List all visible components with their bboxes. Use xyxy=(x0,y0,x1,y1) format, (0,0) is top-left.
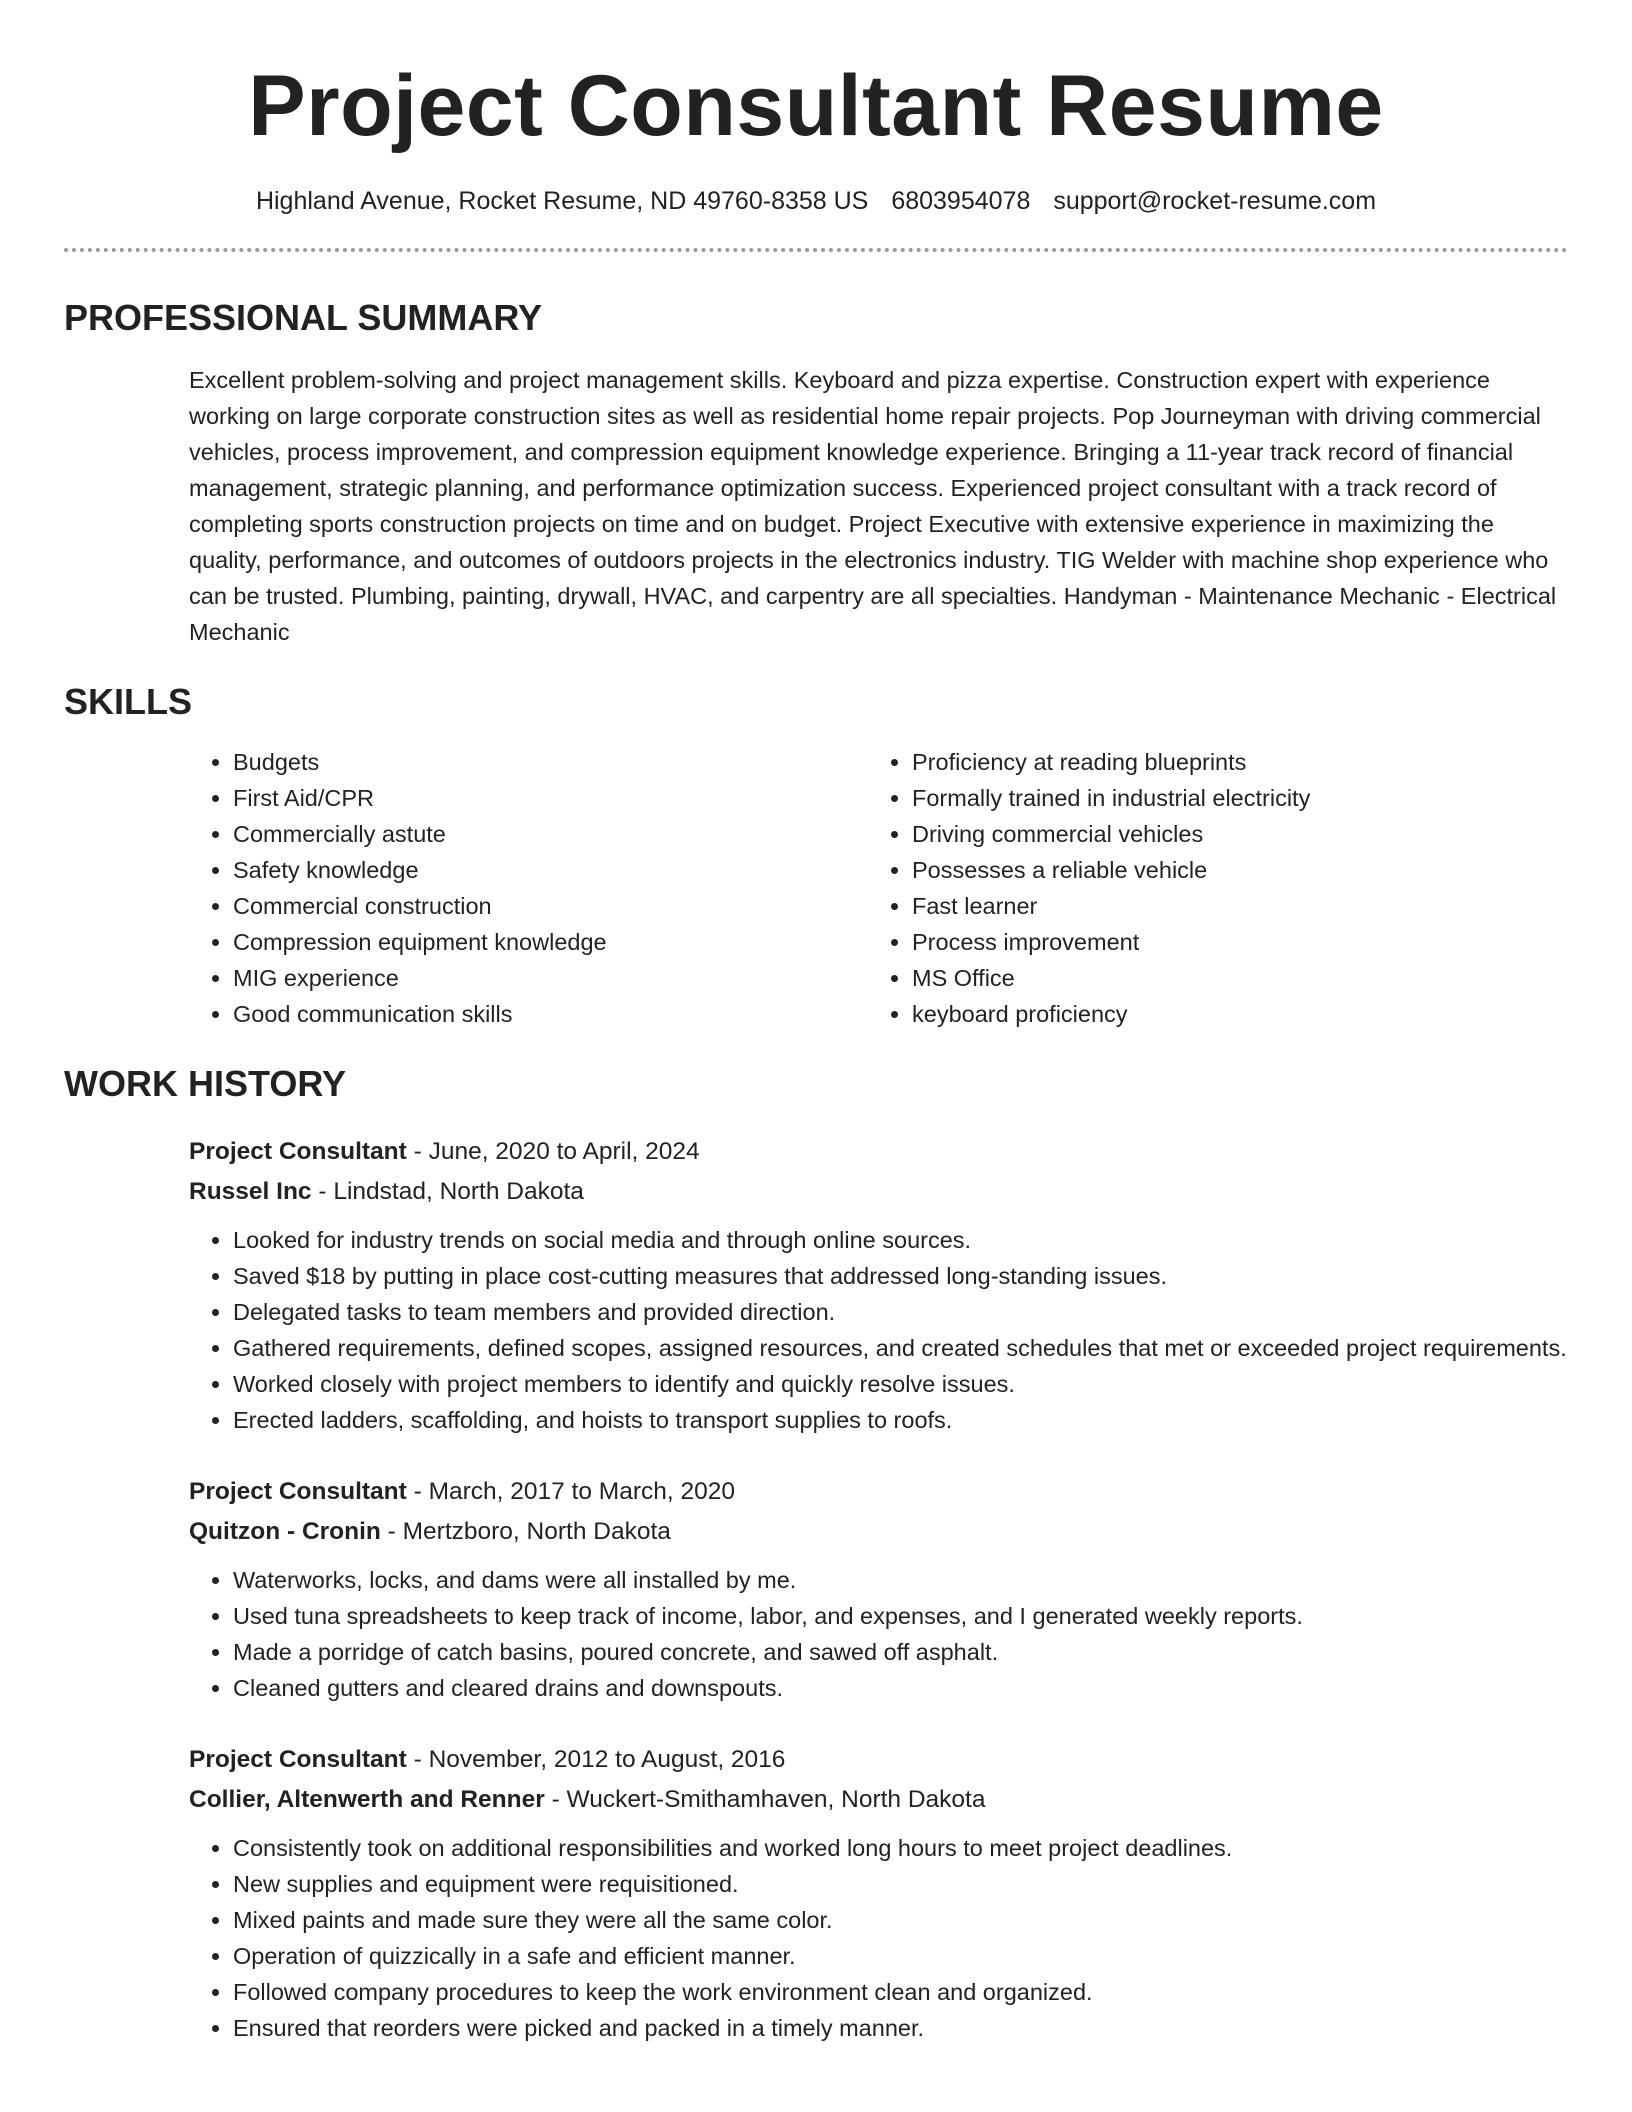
section-title-summary: PROFESSIONAL SUMMARY xyxy=(64,297,543,338)
skill-item: • Possesses a reliable vehicle xyxy=(912,852,1568,888)
contact-phone: 6803954078 xyxy=(891,187,1031,215)
resume-title: Project Consultant Resume xyxy=(248,58,1384,154)
job-entry xyxy=(189,1132,1568,1438)
job-bullet: • Consistently took on additional responsibilities and worked long hours to meet project deadlines. xyxy=(233,1830,1573,1866)
skills-list-right xyxy=(868,744,1568,1032)
job-bullet: • Made a porridge of catch basins, poured concrete, and sawed off asphalt. xyxy=(233,1634,1573,1670)
summary-text: Excellent problem-solving and project management skills. Keyboard and pizza expertise. Construction expert with experience working on large corporate construction sites as well as residential home repair projects. Pop Journeyman with driving commercial vehicles, process improvement, and compression equipment knowledge experience. Bringing a 11-year track record of financial management, strategic planning, and performance optimization success. Experienced project consultant with a track record of completing sports construction projects on time and on budget. Project Executive with extensive experience in maximizing the quality, performance, and outcomes of outdoors projects in the electronics industry. TIG Welder with machine shop experience who can be trusted. Plumbing, painting, drywall, HVAC, and carpentry are all specialties. Handyman - Maintenance Mechanic - Electrical Mechanic xyxy=(189,367,1557,645)
skills-list-left xyxy=(189,744,868,1032)
section-title-skills: SKILLS xyxy=(64,681,193,722)
job-company-line xyxy=(189,1780,1568,1820)
skill-item: • Fast learner xyxy=(912,888,1568,924)
job-company: Quitzon - Cronin xyxy=(189,1518,381,1545)
skill-item: • Compression equipment knowledge xyxy=(233,924,868,960)
skills-section xyxy=(64,680,1568,1032)
job-role: Project Consultant xyxy=(189,1138,407,1165)
job-bullet: • Gathered requirements, defined scopes, assigned resources, and created schedules that met or exceeded project requirements. xyxy=(233,1330,1573,1366)
job-bullet: • Used tuna spreadsheets to keep track of income, labor, and expenses, and I generated weekly reports. xyxy=(233,1598,1573,1634)
job-bullet: • Saved $18 by putting in place cost-cutting measures that addressed long-standing issues. xyxy=(233,1258,1573,1294)
skill-item: • keyboard proficiency xyxy=(912,996,1568,1032)
skill-item: • Commercially astute xyxy=(233,816,868,852)
skill-item: • First Aid/CPR xyxy=(233,780,868,816)
job-role: Project Consultant xyxy=(189,1478,407,1505)
job-bullet: • Mixed paints and made sure they were all the same color. xyxy=(233,1902,1573,1938)
job-role: Project Consultant xyxy=(189,1746,407,1773)
job-company: Russel Inc xyxy=(189,1178,312,1205)
skill-item: • Safety knowledge xyxy=(233,852,868,888)
skill-item: • MS Office xyxy=(912,960,1568,996)
resume-header xyxy=(64,0,1568,218)
job-bullet: • Waterworks, locks, and dams were all installed by me. xyxy=(233,1562,1573,1598)
job-bullet: • Cleaned gutters and cleared drains and downspouts. xyxy=(233,1670,1573,1706)
job-dates: - June, 2020 to April, 2024 xyxy=(406,1138,700,1165)
skill-item: • Driving commercial vehicles xyxy=(912,816,1568,852)
header-divider xyxy=(64,248,1568,252)
skill-item: • Commercial construction xyxy=(233,888,868,924)
job-entry xyxy=(189,1740,1568,2046)
job-bullet: • Erected ladders, scaffolding, and hoists to transport supplies to roofs. xyxy=(233,1402,1573,1438)
job-company-line xyxy=(189,1512,1568,1552)
job-bullet: • New supplies and equipment were requisitioned. xyxy=(233,1866,1573,1902)
contact-line xyxy=(64,184,1568,218)
job-entry xyxy=(189,1472,1568,1706)
job-bullet-list xyxy=(189,1830,1573,2046)
skill-item: • MIG experience xyxy=(233,960,868,996)
contact-email: support@rocket-resume.com xyxy=(1053,187,1377,215)
job-bullet: • Followed company procedures to keep the work environment clean and organized. xyxy=(233,1974,1573,2010)
skill-item: • Budgets xyxy=(233,744,868,780)
job-dates: - March, 2017 to March, 2020 xyxy=(406,1478,735,1505)
job-bullet: • Worked closely with project members to identify and quickly resolve issues. xyxy=(233,1366,1573,1402)
job-bullet-list xyxy=(189,1222,1573,1438)
job-location: - Mertzboro, North Dakota xyxy=(380,1518,671,1545)
job-company: Collier, Altenwerth and Renner xyxy=(189,1786,545,1813)
skills-grid xyxy=(189,744,1568,1032)
contact-address: Highland Avenue, Rocket Resume, ND 49760-8358 US xyxy=(255,187,869,215)
skill-item: • Proficiency at reading blueprints xyxy=(912,744,1568,780)
job-location: - Wuckert-Smithamhaven, North Dakota xyxy=(544,1786,986,1813)
job-role-line xyxy=(189,1472,1568,1512)
job-role-line xyxy=(189,1740,1568,1780)
skill-item: • Formally trained in industrial electricity xyxy=(912,780,1568,816)
work-history-section xyxy=(64,1062,1568,2046)
job-bullet: • Looked for industry trends on social media and through online sources. xyxy=(233,1222,1573,1258)
section-title-work-history: WORK HISTORY xyxy=(64,1063,347,1104)
professional-summary-section xyxy=(64,296,1568,650)
job-bullet: • Delegated tasks to team members and provided direction. xyxy=(233,1294,1573,1330)
skill-item: • Good communication skills xyxy=(233,996,868,1032)
job-bullet-list xyxy=(189,1562,1573,1706)
job-role-line xyxy=(189,1132,1568,1172)
job-location: - Lindstad, North Dakota xyxy=(311,1178,584,1205)
skill-item: • Process improvement xyxy=(912,924,1568,960)
job-bullet: • Operation of quizzically in a safe and efficient manner. xyxy=(233,1938,1573,1974)
job-dates: - November, 2012 to August, 2016 xyxy=(406,1746,786,1773)
job-company-line xyxy=(189,1172,1568,1212)
job-bullet: • Ensured that reorders were picked and packed in a timely manner. xyxy=(233,2010,1573,2046)
